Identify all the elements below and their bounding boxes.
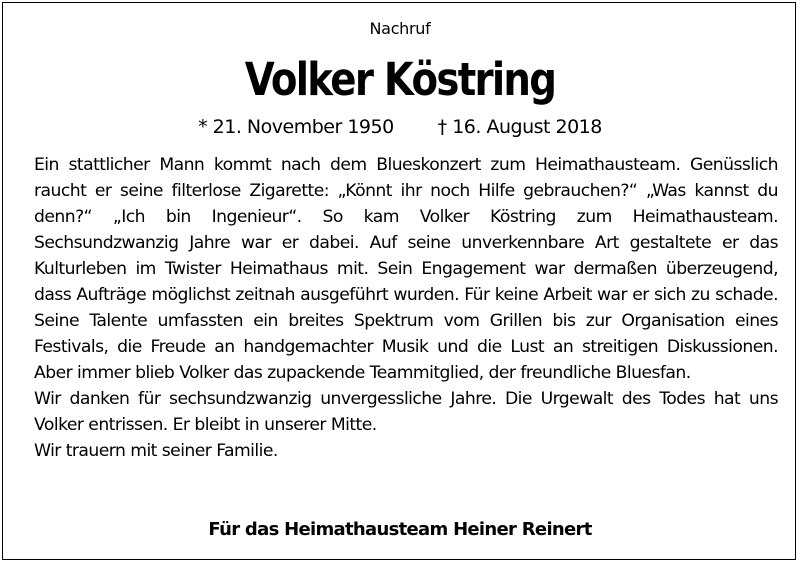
obituary-paragraph: Wir danken für sechsundzwanzig unvergessliche Jahre. Die Urgewalt des Todes hat uns Volker entrissen. Er bleibt in unserer Mitte.	[34, 389, 778, 435]
obituary-paragraph: Ein stattlicher Mann kommt nach dem Blueskonzert zum Heimathausteam. Genüsslich raucht er seine filterlose Zigarette: „Könnt ihr noch Hilfe gebrauchen?“ „Was kannst du denn?“ „Ich bin Ingenieur“. So kam Volker Köstring zum Heimathausteam. Sechsundzwanzig Jahre war er dabei. Auf seine unverkennbare Art gestaltete er das Kulturleben im Twister Heimathaus mit. Sein Engagement war dermaßen überzeugend, dass Aufträge möglichst zeitnah ausgeführt wurden. Für keine Arbeit war er sich zu schade. Seine Talente umfassten ein breites Spektrum vom Grillen bis zur Organisation eines Festivals, die Freude an handgemachter Musik und die Lust an streitigen Diskussionen. Aber immer blieb Volker das zupackende Teammitglied, der freundliche Bluesfan.	[34, 155, 778, 383]
obituary-paragraph: Wir trauern mit seiner Familie.	[34, 441, 278, 461]
signature-line: Für das Heimathausteam Heiner Reinert	[208, 519, 592, 540]
obituary-text	[34, 152, 778, 464]
deceased-name: Volker Köstring	[244, 53, 556, 106]
birth-date: * 21. November 1950	[198, 116, 394, 138]
notice-kicker: Nachruf	[369, 19, 431, 38]
life-dates	[0, 116, 800, 138]
death-date: † 16. August 2018	[437, 116, 602, 138]
